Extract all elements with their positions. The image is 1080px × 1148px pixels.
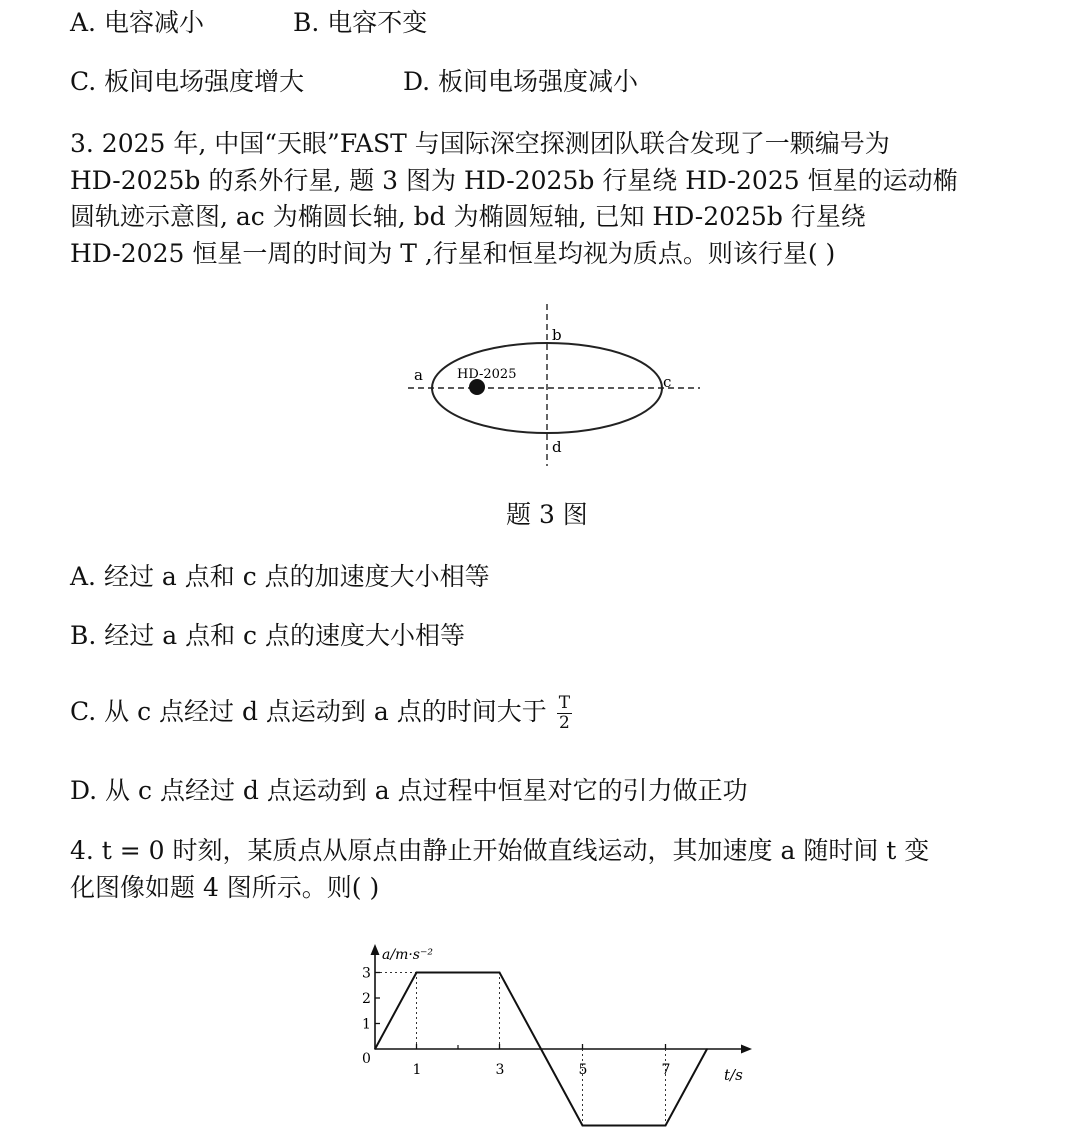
point-a-label: a <box>414 366 423 384</box>
x-tick-label: 7 <box>661 1062 671 1078</box>
origin-label: 0 <box>362 1051 371 1067</box>
x-axis-arrow <box>741 1045 752 1054</box>
star-label: HD-2025 <box>457 367 517 382</box>
fraction-t-over-2 <box>557 694 572 733</box>
point-d-label: d <box>552 438 562 456</box>
q2-option-d: D. 板间电场强度减小 <box>403 67 639 96</box>
y-axis-label-text: a/m·s⁻² <box>382 947 433 963</box>
acceleration-time-chart <box>340 935 770 1148</box>
orbit-figure <box>400 300 710 470</box>
figure-3-caption: 题 3 图 <box>506 500 588 529</box>
acceleration-data-point <box>665 1125 667 1127</box>
x-axis-label: t/s <box>724 1066 743 1084</box>
q3-stem-line: 3. 2025 年, 中国“天眼”FAST 与国际深空探测团队联合发现了一颗编号为 <box>70 129 890 158</box>
q2-option-b: B. 电容不变 <box>293 8 428 37</box>
q4-stem <box>70 833 1030 906</box>
q3-option-b: B. 经过 a 点和 c 点的速度大小相等 <box>70 621 465 650</box>
point-c-label: c <box>663 373 672 391</box>
q2-option-c: C. 板间电场强度增大 <box>70 67 305 96</box>
y-axis-label <box>382 947 433 963</box>
point-b-label: b <box>552 326 562 344</box>
y-tick-label: 1 <box>362 1016 371 1033</box>
y-tick-label: 3 <box>362 965 371 982</box>
q3-option-a: A. 经过 a 点和 c 点的加速度大小相等 <box>70 562 490 591</box>
y-axis-arrow <box>371 944 380 955</box>
acceleration-data-point <box>416 972 418 974</box>
x-tick-label: 1 <box>412 1062 422 1078</box>
x-tick-label: 5 <box>578 1062 588 1078</box>
acceleration-data-point <box>374 1048 376 1050</box>
fraction-denominator: 2 <box>558 713 570 733</box>
q3-stem-line: 圆轨迹示意图, ac 为椭圆长轴, bd 为椭圆短轴, 已知 HD-2025b 行星绕 <box>70 202 866 231</box>
acceleration-data-point <box>499 972 501 974</box>
q3-stem-line: HD-2025b 的系外行星, 题 3 图为 HD-2025b 行星绕 HD-2025 恒星的运动椭 <box>70 165 958 195</box>
acceleration-data-point <box>582 1125 584 1127</box>
q2-option-a: A. 电容减小 <box>70 8 204 37</box>
q3-option-d: D. 从 c 点经过 d 点运动到 a 点过程中恒星对它的引力做正功 <box>70 776 748 805</box>
q4-stem-line: 化图像如题 4 图所示。则( ) <box>70 872 380 902</box>
q3-option-c-text: C. 从 c 点经过 d 点运动到 a 点的时间大于 <box>70 697 547 726</box>
acceleration-data-point <box>706 1048 708 1050</box>
q3-option-c <box>70 694 572 733</box>
y-tick-label: 2 <box>362 991 371 1007</box>
x-tick-label: 3 <box>495 1062 505 1078</box>
acceleration-data-point <box>540 1048 542 1050</box>
q3-stem <box>70 126 1030 272</box>
q4-stem-line: 4. t = 0 时刻，某质点从原点由静止开始做直线运动，其加速度 a 随时间 t 变 <box>70 836 930 865</box>
fraction-numerator: T <box>558 693 571 713</box>
q3-stem-line: HD-2025 恒星一周的时间为 T ,行星和恒星均视为质点。则该行星( ) <box>70 238 836 268</box>
